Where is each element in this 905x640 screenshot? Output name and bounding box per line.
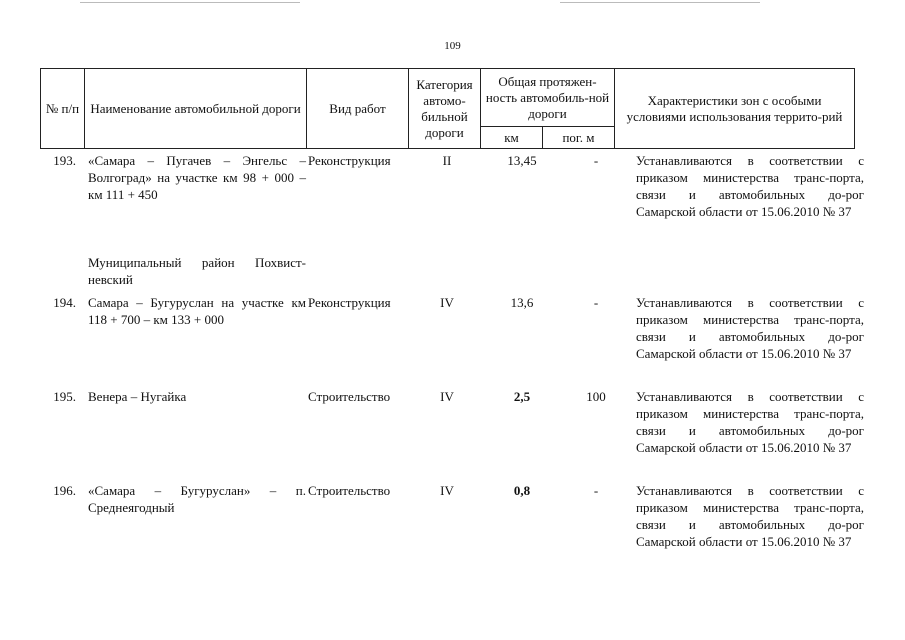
header-category: Категория автомо-бильной дороги [409, 69, 481, 149]
row-length-km: 2,5 [513, 389, 531, 404]
row-length-km: 13,6 [510, 295, 534, 310]
row-category: IV [440, 483, 454, 498]
table-header [40, 68, 855, 149]
row-length-pog-m: - [593, 483, 599, 498]
row-work-type: Строительство [308, 389, 391, 404]
header-pog-m: пог. м [543, 127, 615, 149]
header-work-type: Вид работ [307, 69, 409, 149]
row-road-name: «Самара – Бугуруслан» – п. Среднеягодный [88, 483, 306, 515]
row-number: 194. [53, 295, 76, 310]
header-road-name: Наименование автомобильной дороги [85, 69, 307, 149]
row-work-type: Реконструкция [308, 153, 391, 168]
row-characteristics: Устанавливаются в соответствии с приказом министерства транс-порта, связи и автомобильных до-рог Самарской области от 15.06.2010 № 37 [636, 153, 864, 219]
row-work-type: Строительство [308, 483, 391, 498]
row-number: 195. [53, 389, 76, 404]
row-work-type: Реконструкция [308, 295, 391, 310]
row-length-pog-m: - [593, 295, 599, 310]
row-length-km: 0,8 [513, 483, 531, 498]
header-km: км [481, 127, 543, 149]
row-category: IV [440, 295, 454, 310]
row-number: 196. [53, 483, 76, 498]
row-length-pog-m: 100 [586, 389, 606, 404]
row-length-pog-m: - [593, 153, 599, 168]
header-characteristics: Характеристики зон с особыми условиями использования террито-рий [615, 69, 855, 149]
row-characteristics: Устанавливаются в соответствии с приказом министерства транс-порта, связи и автомобильных до-рог Самарской области от 15.06.2010 № 37 [636, 295, 864, 361]
row-characteristics: Устанавливаются в соответствии с приказом министерства транс-порта, связи и автомобильных до-рог Самарской области от 15.06.2010 № 37 [636, 389, 864, 455]
header-length: Общая протяжен-ность автомобиль-ной дороги [481, 69, 615, 127]
page-number: 109 [444, 40, 461, 52]
row-road-name: «Самара – Пугачев – Энгельс – Волгоград» на участке км 98 + 000 – км 111 + 450 [88, 153, 306, 202]
row-category: II [442, 153, 452, 168]
row-road-name: Венера – Нугайка [88, 389, 187, 404]
section-heading: Муниципальный район Похвист-невский [88, 255, 306, 287]
scan-edge-line [80, 2, 300, 3]
row-characteristics: Устанавливаются в соответствии с приказом министерства транс-порта, связи и автомобильных до-рог Самарской области от 15.06.2010 № 37 [636, 483, 864, 549]
header-num: № п/п [41, 69, 85, 149]
row-length-km: 13,45 [507, 153, 537, 168]
row-road-name: Самара – Бугуруслан на участке км 118 + 700 – км 133 + 000 [88, 295, 306, 327]
row-number: 193. [53, 153, 76, 168]
scan-edge-line [560, 2, 760, 3]
row-category: IV [440, 389, 454, 404]
